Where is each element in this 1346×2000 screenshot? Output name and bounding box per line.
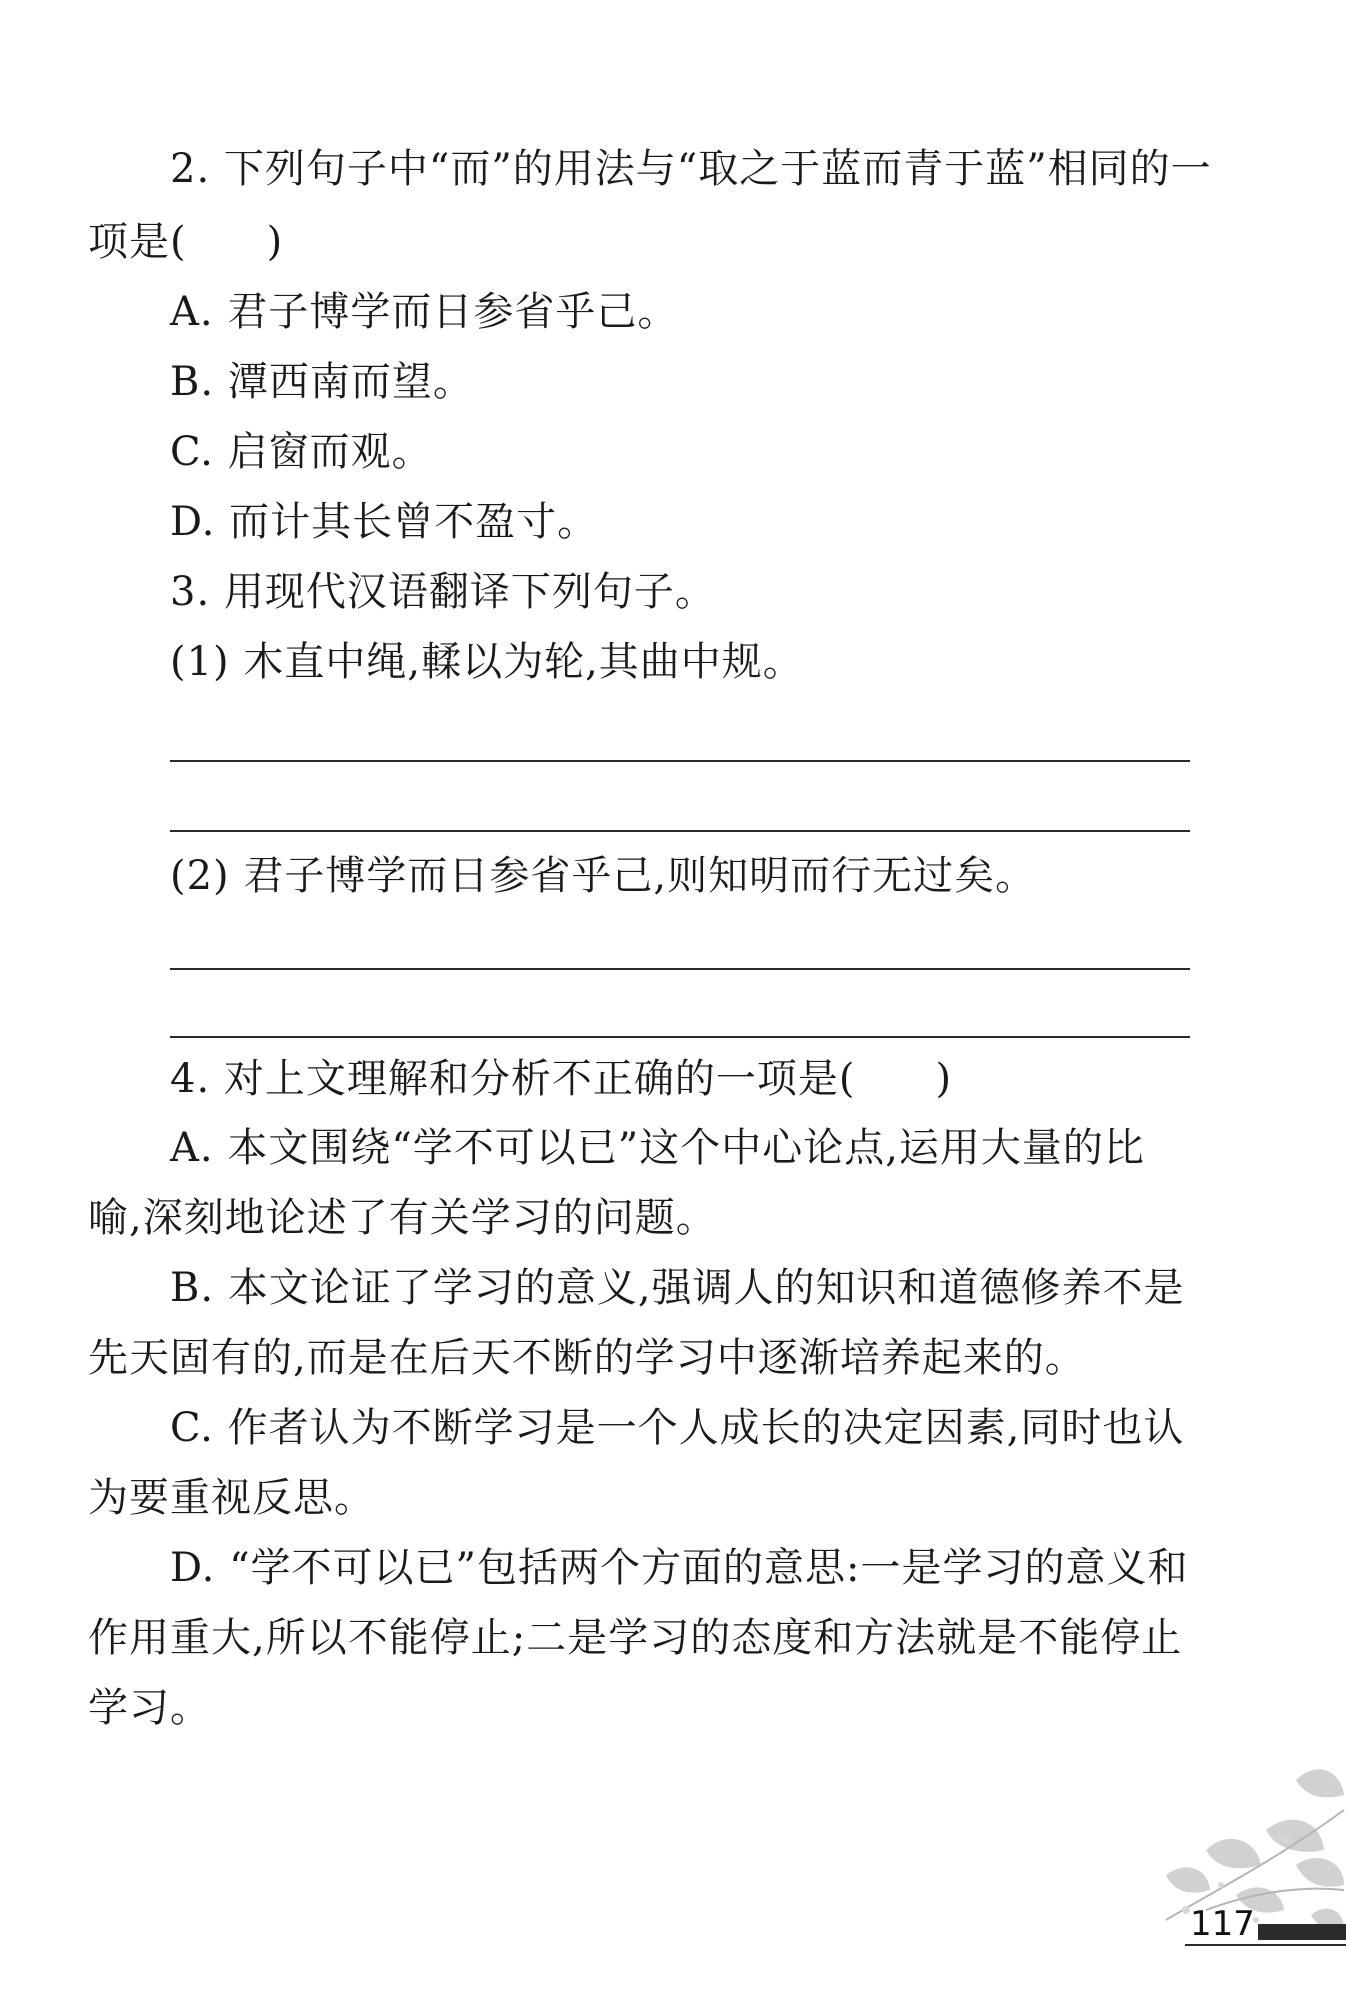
leaf-decoration-icon [1146,1660,1346,2000]
q2-stem-line1: 2. 下列句子中“而”的用法与“取之于蓝而青于蓝”相同的一 [170,146,1212,192]
q4-stem-prefix: 4. 对上文理解和分析不正确的一项是( [170,1056,856,1102]
page-number-bar [1258,1924,1346,1940]
q2-stem-prefix: 项是( [88,219,187,265]
page-number-rule [1185,1944,1346,1946]
q4-option-d-line2: 作用重大,所以不能停止;二是学习的态度和方法就是不能停止 [88,1615,1183,1661]
q2-option-b: B. 潭西南而望。 [170,359,474,405]
q2-option-c: C. 启窗而观。 [170,429,433,475]
q4-option-a-line1: A. 本文围绕“学不可以已”这个中心论点,运用大量的比 [170,1125,1145,1171]
q4-option-b-line2: 先天固有的,而是在后天不断的学习中逐渐培养起来的。 [88,1335,1086,1381]
q2-option-d: D. 而计其长曾不盈寸。 [170,499,599,545]
q4-option-c-line1: C. 作者认为不断学习是一个人成长的决定因素,同时也认 [170,1405,1185,1451]
q4-option-b-line1: B. 本文论证了学习的意义,强调人的知识和道德修养不是 [170,1265,1185,1311]
answer-line[interactable] [170,760,1190,762]
q2-stem-line2 [88,218,283,266]
answer-line[interactable] [170,968,1190,970]
q2-stem-suffix: ) [266,219,284,265]
answer-line[interactable] [170,830,1190,832]
q3-sentence-1: (1) 木直中绳,輮以为轮,其曲中规。 [170,639,804,685]
q3-stem: 3. 用现代汉语翻译下列句子。 [170,569,716,615]
q2-option-a: A. 君子博学而日参省乎己。 [170,289,679,335]
page-number: 117 [1190,1904,1255,1944]
q4-option-d-line3: 学习。 [88,1685,211,1731]
q4-option-d-line1: D. “学不可以已”包括两个方面的意思:一是学习的意义和 [170,1545,1189,1591]
q4-stem [170,1055,952,1103]
answer-line[interactable] [170,1036,1190,1038]
q4-stem-suffix: ) [935,1056,953,1102]
q4-option-a-line2: 喻,深刻地论述了有关学习的问题。 [88,1195,717,1241]
q3-sentence-2: (2) 君子博学而日参省乎己,则知明而行无过矣。 [170,853,1037,899]
q4-option-c-line2: 为要重视反思。 [88,1475,375,1521]
